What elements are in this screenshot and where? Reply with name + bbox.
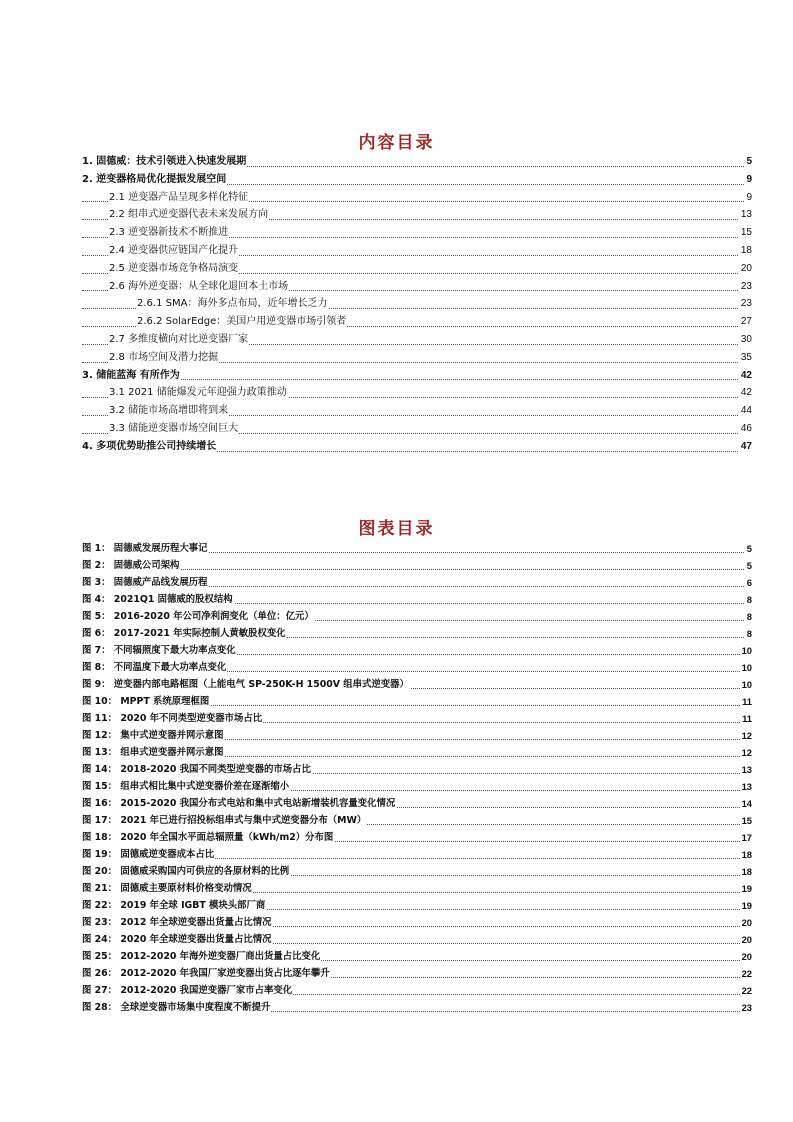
toc-entry-page: 20	[739, 260, 752, 278]
figure-entry[interactable]	[82, 829, 752, 846]
toc-entry[interactable]	[82, 171, 752, 189]
figure-entry[interactable]	[82, 676, 752, 693]
figure-entry[interactable]	[82, 931, 752, 948]
toc-entry[interactable]	[82, 313, 752, 331]
figure-entry[interactable]	[82, 761, 752, 778]
figure-entry-page: 11	[740, 693, 752, 710]
figure-entry-label: 图 27： 2012-2020 我国逆变器厂家市占率变化	[82, 982, 293, 999]
toc-entry-page: 30	[739, 331, 752, 349]
figure-entry-page: 5	[745, 540, 752, 557]
figure-entry[interactable]	[82, 795, 752, 812]
figure-entry-page: 10	[740, 676, 752, 693]
toc-list	[82, 153, 752, 456]
figure-entry-page: 20	[740, 931, 752, 948]
figure-entry-label: 图 17： 2021 年已进行招投标组串式与集中式逆变器分布（MW）	[82, 812, 367, 829]
figure-entry-label: 图 21： 固德威主要原材料价格变动情况	[82, 880, 253, 897]
figure-entry-label: 图 8： 不同温度下最大功率点变化	[82, 659, 227, 676]
toc-entry[interactable]	[82, 402, 752, 420]
figure-list	[82, 540, 752, 1016]
toc-entry[interactable]	[82, 224, 752, 242]
toc-entry-label: 3.3 储能逆变器市场空间巨大	[109, 420, 239, 438]
figure-entry[interactable]	[82, 710, 752, 727]
toc-entry-label: 2.6.2 SolarEdge：美国户用逆变器市场引领者	[137, 313, 347, 331]
figure-entry[interactable]	[82, 608, 752, 625]
figure-entry-label: 图 3： 固德威产品线发展历程	[82, 574, 209, 591]
figure-entry-label: 图 25： 2012-2020 年海外逆变器厂商出货量占比变化	[82, 948, 321, 965]
figure-entry-label: 图 23： 2012 年全球逆变器出货量占比情况	[82, 914, 273, 931]
figure-entry-label: 图 22： 2019 年全球 IGBT 模块头部厂商	[82, 897, 266, 914]
figure-entry-page: 15	[740, 812, 752, 829]
figure-entry-page: 18	[740, 846, 752, 863]
figure-entry-label: 图 1： 固德威发展历程大事记	[82, 540, 209, 557]
figure-entry-page: 10	[740, 659, 752, 676]
toc-entry[interactable]	[82, 295, 752, 313]
figure-entry-page: 18	[740, 863, 752, 880]
figure-entry-page: 6	[745, 574, 752, 591]
toc-entry-label: 2.6 海外逆变器：从全球化退回本土市场	[109, 278, 289, 296]
figure-entry-label: 图 4： 2021Q1 固德威的股权结构	[82, 591, 234, 608]
toc-entry-label: 3. 储能蓝海 有所作为	[82, 367, 181, 385]
figure-entry[interactable]	[82, 999, 752, 1016]
figure-entry-label: 图 20： 固德威采购国内可供应的各原材料的比例	[82, 863, 290, 880]
toc-entry-page: 42	[739, 367, 752, 385]
toc-entry-page: 23	[739, 278, 752, 296]
figure-entry-label: 图 5： 2016-2020 年公司净利润变化（单位：亿元）	[82, 608, 315, 625]
toc-entry-label: 1. 固德威：技术引领进入快速发展期	[82, 153, 247, 171]
figure-entry-label: 图 16： 2015-2020 我国分布式电站和集中式电站新增装机容量变化情况	[82, 795, 396, 812]
toc-entry-page: 23	[739, 295, 752, 313]
figure-entry-label: 图 11： 2020 年不同类型逆变器市场占比	[82, 710, 263, 727]
toc-entry-page: 13	[739, 206, 752, 224]
figure-entry-label: 图 15： 组串式相比集中式逆变器价差在逐渐缩小	[82, 778, 290, 795]
toc-entry[interactable]	[82, 260, 752, 278]
figure-entry[interactable]	[82, 880, 752, 897]
dot-leader	[82, 379, 752, 380]
figure-entry-label: 图 13： 组串式逆变器并网示意图	[82, 744, 224, 761]
figure-entry-page: 8	[745, 608, 752, 625]
toc-entry[interactable]	[82, 153, 752, 171]
figure-entry-page: 5	[745, 557, 752, 574]
figure-entry-label: 图 19： 固德威逆变器成本占比	[82, 846, 215, 863]
figure-entry-label: 图 10： MPPT 系统原理框图	[82, 693, 210, 710]
toc-entry-page: 5	[744, 153, 752, 171]
figure-entry-label: 图 24： 2020 年全球逆变器出货量占比情况	[82, 931, 273, 948]
toc-entry[interactable]	[82, 278, 752, 296]
toc-entry[interactable]	[82, 384, 752, 402]
figure-entry-label: 图 7： 不同辐照度下最大功率点变化	[82, 642, 237, 659]
figure-list-title: 图表目录	[358, 519, 435, 539]
figure-entry-label: 图 28： 全球逆变器市场集中度程度不断提升	[82, 999, 271, 1016]
figure-entry-label: 图 12： 集中式逆变器并网示意图	[82, 727, 224, 744]
figure-entry[interactable]	[82, 914, 752, 931]
toc-entry-label: 2.1 逆变器产品呈现多样化特征	[109, 189, 249, 207]
figure-entry-label: 图 14： 2018-2020 我国不同类型逆变器的市场占比	[82, 761, 312, 778]
toc-entry[interactable]	[82, 242, 752, 260]
figure-entry[interactable]	[82, 812, 752, 829]
figure-entry-page: 19	[740, 897, 752, 914]
figure-entry-page: 12	[740, 727, 752, 744]
toc-entry-label: 3.2 储能市场高增即将到来	[109, 402, 229, 420]
dot-leader	[82, 569, 752, 570]
figure-entry[interactable]	[82, 863, 752, 880]
toc-entry[interactable]	[82, 331, 752, 349]
toc-entry-page: 27	[739, 313, 752, 331]
figure-entry-page: 14	[740, 795, 752, 812]
figure-entry-page: 8	[745, 591, 752, 608]
toc-entry[interactable]	[82, 367, 752, 385]
toc-entry-label: 2.7 多维度横向对比逆变器厂家	[109, 331, 249, 349]
figure-entry-page: 22	[740, 982, 752, 999]
toc-entry-label: 2.2 组串式逆变器代表未来发展方向	[109, 206, 269, 224]
figure-entry[interactable]	[82, 965, 752, 982]
figure-entry[interactable]	[82, 948, 752, 965]
toc-title: 内容目录	[358, 133, 435, 153]
figure-entry-label: 图 9： 逆变器内部电路框图（上能电气 SP-250K-H 1500V 组串式逆变器）	[82, 676, 410, 693]
toc-entry[interactable]	[82, 189, 752, 207]
toc-entry-label: 2.3 逆变器新技术不断推进	[109, 224, 229, 242]
toc-entry-page: 9	[744, 189, 752, 207]
figure-entry[interactable]	[82, 693, 752, 710]
figure-entry[interactable]	[82, 625, 752, 642]
figure-entry-page: 8	[745, 625, 752, 642]
figure-entry[interactable]	[82, 574, 752, 591]
figure-entry[interactable]	[82, 982, 752, 999]
toc-entry-page: 47	[739, 438, 752, 456]
figure-entry-page: 13	[740, 778, 752, 795]
figure-entry-page: 20	[740, 914, 752, 931]
figure-entry-label: 图 2： 固德威公司架构	[82, 557, 180, 574]
figure-entry-page: 22	[740, 965, 752, 982]
toc-entry[interactable]	[82, 206, 752, 224]
figure-entry[interactable]	[82, 591, 752, 608]
toc-entry-label: 2.4 逆变器供应链国产化提升	[109, 242, 239, 260]
figure-entry-label: 图 18： 2020 年全国水平面总辐照量（kWh/m2）分布图	[82, 829, 334, 846]
toc-entry-page: 18	[739, 242, 752, 260]
toc-entry-page: 35	[739, 349, 752, 367]
toc-entry[interactable]	[82, 349, 752, 367]
figure-entry-label: 图 26： 2012-2020 年我国厂家逆变器出货占比逐年攀升	[82, 965, 331, 982]
figure-entry-page: 23	[740, 999, 752, 1016]
toc-entry-page: 15	[739, 224, 752, 242]
toc-entry-label: 2.6.1 SMA：海外多点布局，近年增长乏力	[137, 295, 328, 313]
figure-entry-page: 17	[740, 829, 752, 846]
figure-entry[interactable]	[82, 897, 752, 914]
figure-entry[interactable]	[82, 540, 752, 557]
toc-entry-label: 4. 多项优势助推公司持续增长	[82, 438, 217, 456]
toc-entry[interactable]	[82, 438, 752, 456]
toc-entry-label: 2. 逆变器格局优化提振发展空间	[82, 171, 227, 189]
toc-entry-label: 3.1 2021 储能爆发元年迎强力政策推动	[109, 384, 288, 402]
figure-entry-page: 19	[740, 880, 752, 897]
toc-entry-page: 44	[739, 402, 752, 420]
toc-entry-page: 9	[744, 171, 752, 189]
toc-entry-label: 2.5 逆变器市场竞争格局演变	[109, 260, 239, 278]
figure-entry[interactable]	[82, 557, 752, 574]
figure-entry-page: 12	[740, 744, 752, 761]
figure-entry[interactable]	[82, 642, 752, 659]
toc-entry[interactable]	[82, 420, 752, 438]
toc-entry-label: 2.8 市场空间及潜力挖掘	[109, 349, 219, 367]
figure-entry[interactable]	[82, 659, 752, 676]
figure-entry[interactable]	[82, 846, 752, 863]
figure-entry-label: 图 6： 2017-2021 年实际控制人黄敏股权变化	[82, 625, 287, 642]
figure-entry-page: 11	[740, 710, 752, 727]
toc-entry-page: 42	[739, 384, 752, 402]
figure-entry-page: 13	[740, 761, 752, 778]
toc-entry-page: 46	[739, 420, 752, 438]
figure-entry-page: 10	[740, 642, 752, 659]
figure-entry[interactable]	[82, 778, 752, 795]
figure-entry[interactable]	[82, 727, 752, 744]
figure-entry-page: 20	[740, 948, 752, 965]
figure-entry[interactable]	[82, 744, 752, 761]
